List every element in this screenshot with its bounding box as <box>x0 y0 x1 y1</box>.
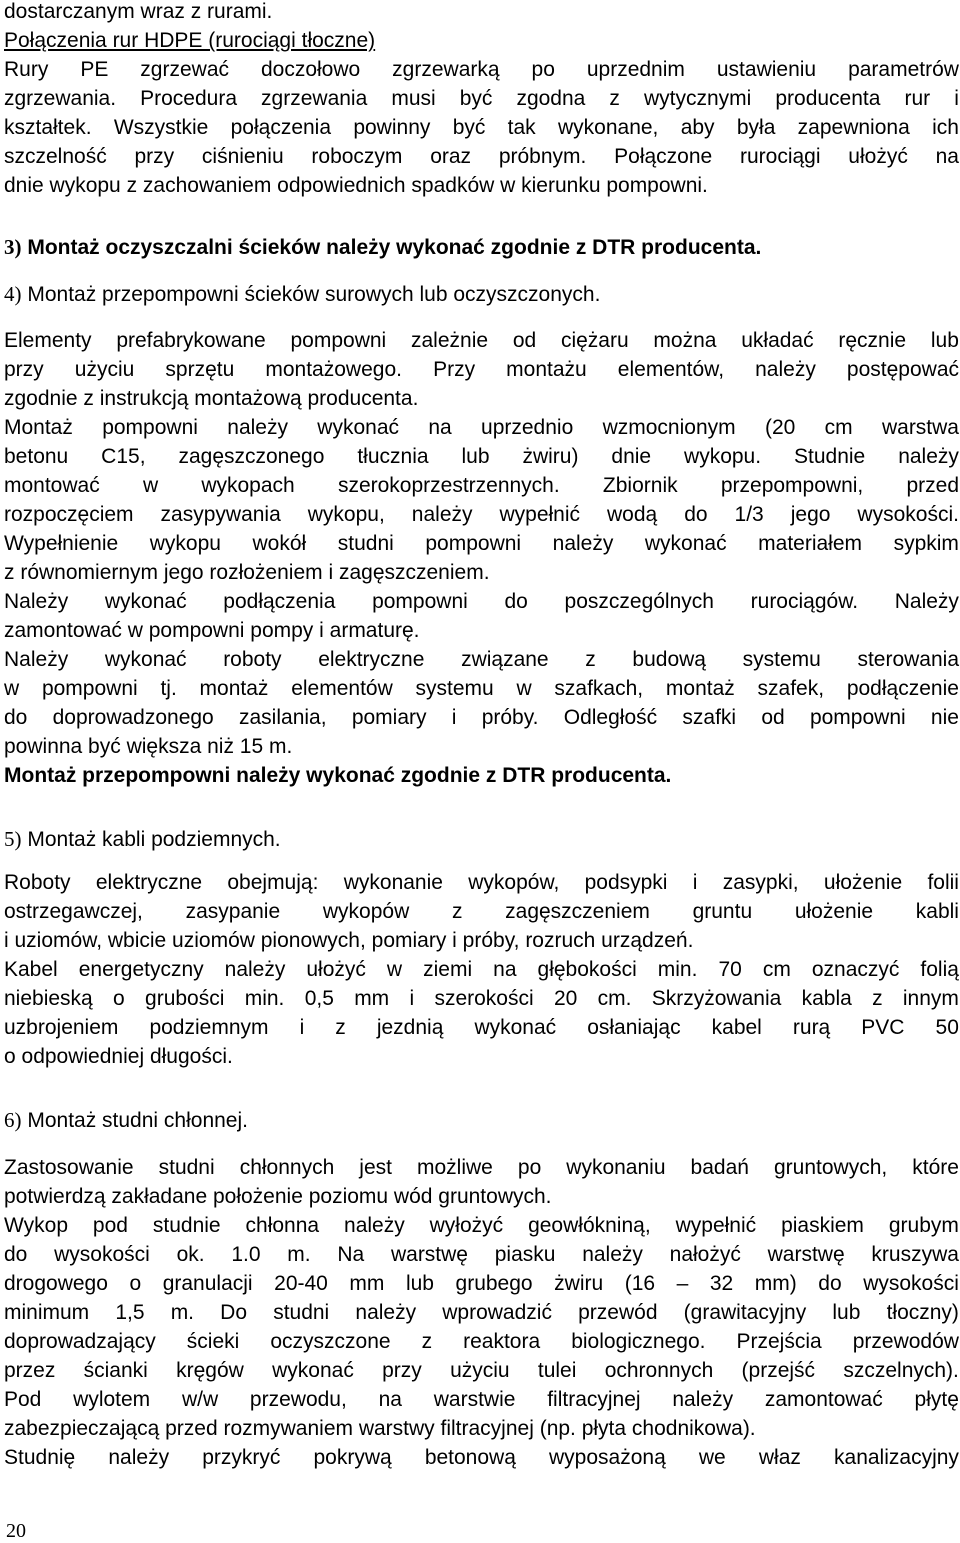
text-line: o odpowiedniej długości. <box>4 1045 233 1068</box>
item-3-heading <box>4 233 761 262</box>
text-line: Rury PE zgrzewać doczołowo zgrzewarką po uprzednim ustawieniu parametrów <box>4 58 959 81</box>
text-line: niebieską o grubości min. 0,5 mm i szerokości 20 cm. Skrzyżowania kabla z innym <box>4 987 959 1010</box>
item-5-text: Montaż kabli podziemnych. <box>27 828 281 851</box>
text-line: kształtek. Wszystkie połączenia powinny być tak wykonane, aby była zapewniona ich <box>4 116 959 139</box>
text-line: do wysokości ok. 1.0 m. Na warstwę piasku należy nałożyć warstwę kruszywa <box>4 1243 959 1266</box>
text-line: minimum 1,5 m. Do studni należy wprowadzić przewód (grawitacyjny lub tłoczny) <box>4 1301 959 1324</box>
item-4-heading <box>4 280 600 309</box>
text-line: potwierdzą zakładane położenie poziomu wód gruntowych. <box>4 1185 552 1208</box>
item-5-heading <box>4 825 281 854</box>
text-line: i uziomów, wbicie uziomów pionowych, pomiary i próby, rozruch urządzeń. <box>4 929 694 952</box>
text-line: dnie wykopu z zachowaniem odpowiednich spadków w kierunku pompowni. <box>4 174 708 197</box>
text-line: Montaż pompowni należy wykonać na uprzednio wzmocnionym (20 cm warstwa <box>4 416 959 439</box>
text-line: powinna być większa niż 15 m. <box>4 735 293 758</box>
text-line: w pompowni tj. montaż elementów systemu w szafkach, montaż szafek, podłączenie <box>4 677 959 700</box>
text-line: przy użyciu sprzętu montażowego. Przy montażu elementów, należy postępować <box>4 358 959 381</box>
item-number: 3) <box>4 235 22 259</box>
text-line: zabezpieczającą przed rozmywaniem warstwy filtracyjnej (np. płyta chodnikowa). <box>4 1417 756 1440</box>
text-line: szczelność przy ciśnieniu roboczym oraz próbnym. Połączone rurociągi ułożyć na <box>4 145 959 168</box>
text-line: drogowego o granulacji 20-40 mm lub grubego żwiru (16 – 32 mm) do wysokości <box>4 1272 959 1295</box>
item-number: 5) <box>4 827 22 851</box>
text-line: przez ścianki kręgów wykonać przy użyciu tulei ochronnych (przejść szczelnych). <box>4 1359 959 1382</box>
text-line: Zastosowanie studni chłonnych jest możliwe po wykonaniu badań gruntowych, które <box>4 1156 959 1179</box>
text-line: dostarczanym wraz z rurami. <box>4 0 273 23</box>
text-line: zgodnie z instrukcją montażową producenta. <box>4 387 419 410</box>
text-line: do doprowadzonego zasilania, pomiary i próby. Odległość szafki od pompowni nie <box>4 706 959 729</box>
text-line: z równomiernym jego rozłożeniem i zagęszczeniem. <box>4 561 490 584</box>
text-line: Studnię należy przykryć pokrywą betonową wyposażoną we właz kanalizacyjny <box>4 1446 959 1469</box>
text-line: doprowadzający ścieki oczyszczone z reaktora biologicznego. Przejścia przewodów <box>4 1330 959 1353</box>
item-3-text: Montaż oczyszczalni ścieków należy wykonać zgodnie z DTR producenta. <box>27 236 762 259</box>
text-line: Wykop pod studnie chłonna należy wyłożyć geowłókniną, wypełnić piaskiem grubym <box>4 1214 959 1237</box>
item-number: 4) <box>4 282 22 306</box>
page-number: 20 <box>6 1520 26 1542</box>
bold-statement: Montaż przepompowni należy wykonać zgodnie z DTR producenta. <box>4 764 672 787</box>
text-line: Należy wykonać roboty elektryczne związane z budową systemu sterowania <box>4 648 959 671</box>
text-line: Kabel energetyczny należy ułożyć w ziemi na głębokości min. 70 cm oznaczyć folią <box>4 958 959 981</box>
text-line: Wypełnienie wykopu wokół studni pompowni należy wykonać materiałem sypkim <box>4 532 959 555</box>
text-line: rozpoczęciem zasypywania wykopu, należy wypełnić wodą do 1/3 jego wysokości. <box>4 503 959 526</box>
text-line: Należy wykonać podłączenia pompowni do poszczególnych rurociągów. Należy <box>4 590 959 613</box>
text-line: Roboty elektryczne obejmują: wykonanie wykopów, podsypki i zasypki, ułożenie folii <box>4 871 959 894</box>
item-6-text: Montaż studni chłonnej. <box>27 1109 248 1132</box>
section-heading-hdpe: Połączenia rur HDPE (rurociągi tłoczne) <box>4 29 376 52</box>
text-line: Elementy prefabrykowane pompowni zależnie od ciężaru można układać ręcznie lub <box>4 329 959 352</box>
item-number: 6) <box>4 1108 22 1132</box>
text-line: Pod wylotem w/w przewodu, na warstwie filtracyjnej należy zamontować płytę <box>4 1388 959 1411</box>
text-line: ostrzegawczej, zasypanie wykopów z zagęszczeniem gruntu ułożenie kabli <box>4 900 959 923</box>
item-4-text: Montaż przepompowni ścieków surowych lub oczyszczonych. <box>27 283 601 306</box>
text-line: zamontować w pompowni pompy i armaturę. <box>4 619 420 642</box>
text-line: zgrzewania. Procedura zgrzewania musi być zgodna z wytycznymi producenta rur i <box>4 87 959 110</box>
item-6-heading <box>4 1106 248 1135</box>
text-line: betonu C15, zagęszczonego tłucznia lub żwiru) dnie wykopu. Studnie należy <box>4 445 959 468</box>
text-line: uzbrojeniem podziemnym i z jezdnią wykonać osłaniając kabel rurą PVC 50 <box>4 1016 959 1039</box>
text-line: montować w wykopach szerokoprzestrzennych. Zbiornik przepompowni, przed <box>4 474 959 497</box>
